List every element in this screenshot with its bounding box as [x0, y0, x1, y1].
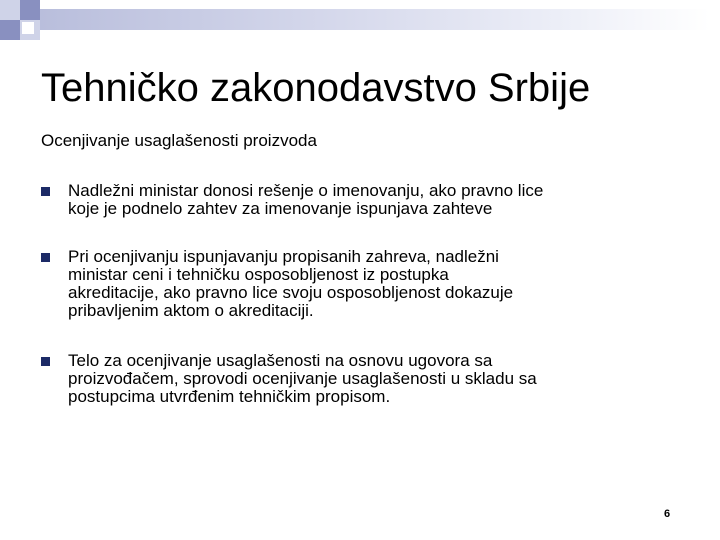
square-bullet-icon: [41, 357, 50, 366]
square-bullet-icon: [41, 253, 50, 262]
bullet-text: Nadležni ministar donosi rešenje o imenovanju, ako pravno lice koje je podnelo zahtev za imenovanje ispunjava zahteve: [68, 181, 544, 218]
bullet-text: Pri ocenjivanju ispunjavanju propisanih zahreva, nadležni ministar ceni i tehničku osposobljenost iz postupka akreditacije, ako pravno lice svoju osposobljenost dokazuje pribavljenim aktom o akreditaciji.: [68, 247, 514, 320]
slide-title: Tehničko zakonodavstvo Srbije: [41, 66, 591, 110]
page-number: 6: [664, 508, 671, 520]
square-bullet-icon: [41, 187, 50, 196]
header-gradient-bar: [40, 9, 710, 30]
bullet-text: Telo za ocenjivanje usaglašenosti na osnovu ugovora sa proizvođačem, sprovodi ocenjivanje usaglašenosti u skladu sa postupcima utvrđenim tehničkim propisom.: [68, 351, 537, 406]
slide-subtitle: Ocenjivanje usaglašenosti proizvoda: [41, 131, 317, 150]
